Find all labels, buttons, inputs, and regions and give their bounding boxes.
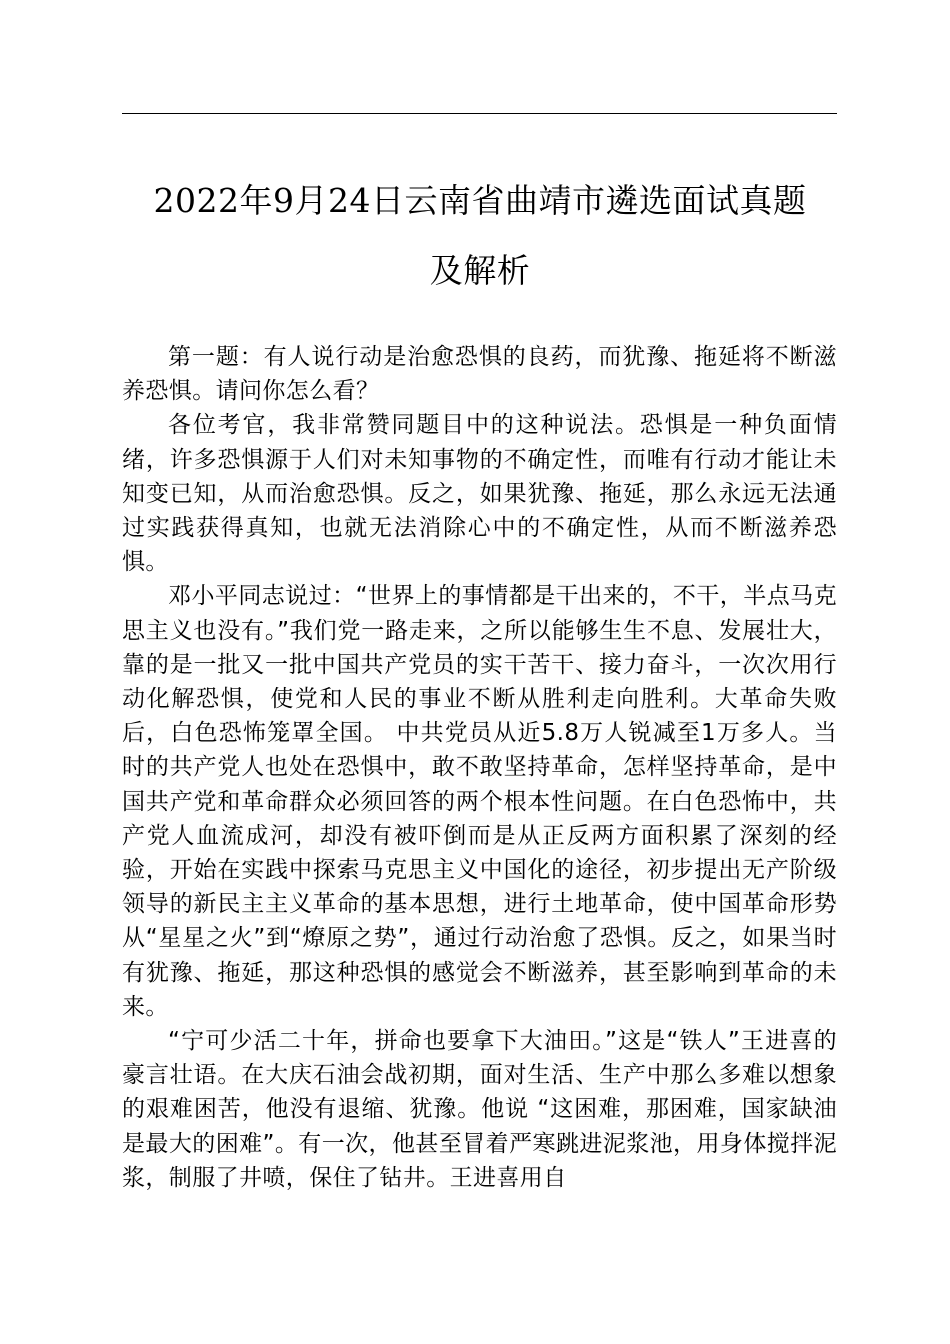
paragraph-wang-jinxi-example: “宁可少活二十年，拼命也要拿下大油田。”这是“铁人”王进喜的豪言壮语。在大庆石油会战初期，面对生活、生产中那么多难以想象的艰难困苦，他没有退缩、犹豫。他说 “这困难，那困难，国家缺油是最大的困难”。有一次，他甚至冒着严寒跳进泥浆池，用身体搅拌泥浆，制服了井喷，保住了钻井。王进喜用自	[122, 1028, 837, 1191]
header-rule	[122, 113, 837, 114]
page-title	[110, 166, 850, 306]
paragraph-history-example: 邓小平同志说过：“世界上的事情都是干出来的，不干，半点马克思主义也没有。”我们党一路走来，之所以能够生生不息、发展壮大，靠的是一批又一批中国共产党员的实干苦干、接力奋斗，一次次用行动化解恐惧，使党和人民的事业不断从胜利走向胜利。大革命失败后，白色恐怖笼罩全国。 中共党员从近5.8万人锐减至1万多人。当时的共产党人也处在恐惧中，敢不敢坚持革命，怎样坚持革命，是中国共产党和革命群众必须回答的两个根本性问题。在白色恐怖中，共产党人血流成河，却没有被吓倒而是从正反两方面积累了深刻的经验，开始在实践中探索马克思主义中国化的途径，初步提出无产阶级领导的新民主主义革命的基本思想，进行土地革命，使中国革命形势从“星星之火”到“燎原之势”，通过行动治愈了恐惧。反之，如果当时有犹豫、拖延，那这种恐惧的感觉会不断滋养，甚至影响到革命的未来。	[122, 583, 837, 1020]
paragraph-answer-intro: 各位考官，我非常赞同题目中的这种说法。恐惧是一种负面情绪，许多恐惧源于人们对未知事物的不确定性，而唯有行动才能让未知变已知，从而治愈恐惧。反之，如果犹豫、拖延，那么永远无法通过实践获得真知，也就无法消除心中的不确定性，从而不断滋养恐惧。	[122, 412, 837, 576]
title-line-2: 及解析	[429, 251, 531, 290]
document-body	[122, 340, 837, 1195]
title-line-1: 2022年9月24日云南省曲靖市遴选面试真题	[153, 181, 807, 220]
paragraph-question: 第一题：有人说行动是治愈恐惧的良药，而犹豫、拖延将不断滋养恐惧。请问你怎么看？	[122, 344, 837, 405]
